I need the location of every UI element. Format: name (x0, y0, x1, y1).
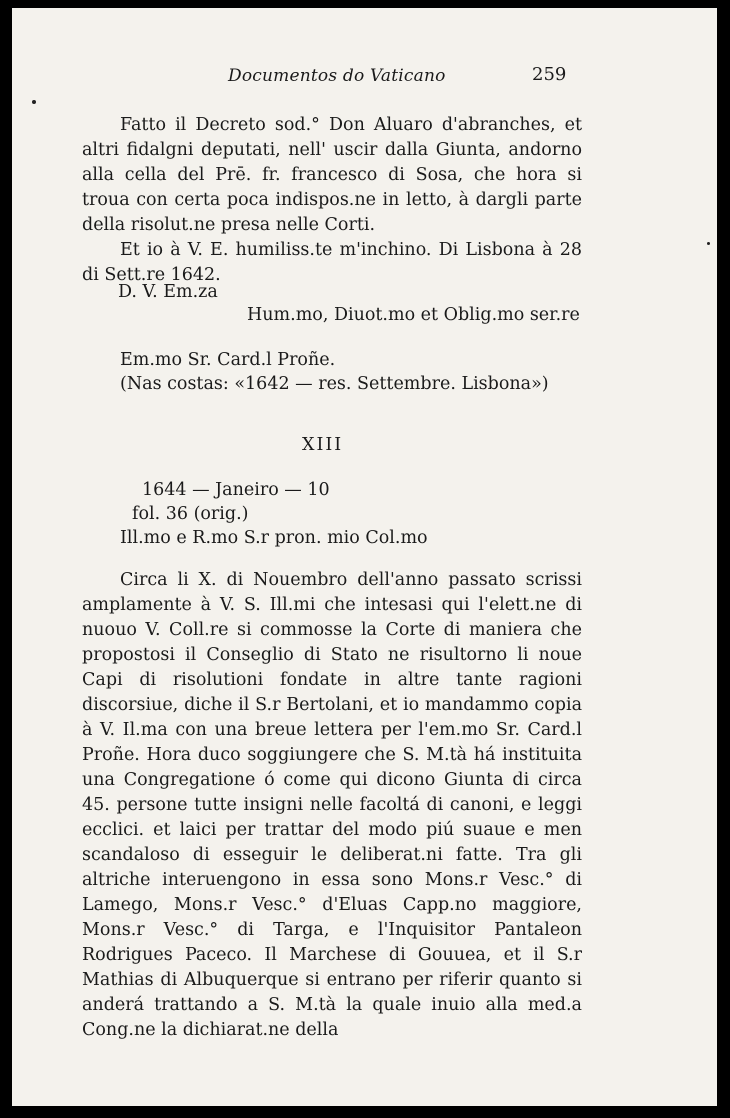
document-date: 1644 — Janeiro — 10 (142, 480, 330, 500)
letter-1-body (82, 113, 582, 288)
closing-signature: Hum.mo, Diuot.mo et Oblig.mo ser.re (247, 305, 580, 325)
section-number: XIII (302, 435, 344, 455)
letter-1-paragraph-2: Et io à V. E. humiliss.te m'inchino. Di Lisbona à 28 di Sett.re 1642. (82, 240, 582, 285)
letter-2-paragraph: Circa li X. di Nouembro dell'anno passato scrissi amplamente à V. S. Ill.mi che intesasi qui l'elett.ne di nuouo V. Coll.re si commosse la Corte di maniera che propostosi il Conseglio di Stato ne risultorno li noue Capi di risolutioni fondate in altre tante ragioni discorsiue, diche il S.r Bertolani, et io mandammo copia à V. Il.ma con una breue lettera per l'em.mo Sr. Card.l Proñe. Hora duco soggiungere che S. M.tà há instituita una Congregatione ó come qui dicono Giunta di circa 45. persone tutte insigni nelle facoltá di canoni, e leggi ecclici. et laici per trattar del modo piú suaue e men scandaloso di esseguir le deliberat.ni fatte. Tra gli altriche interuengono in essa sono Mons.r Vesc.° di Lamego, Mons.r Vesc.° d'Eluas Capp.no maggiore, Mons.r Vesc.° di Targa, e l'Inquisitor Pantaleon Rodrigues Paceco. Il Marchese di Gouuea, et il S.r Mathias di Albuquerque si entrano per riferir quanto si anderá trattando a S. M.tà la quale inuio alla med.a Cong.ne la dichiarat.ne della (82, 570, 582, 1040)
address-line: Ill.mo e R.mo S.r pron. mio Col.mo (120, 528, 428, 548)
archival-note: (Nas costas: «1642 — res. Settembre. Lisbona») (120, 374, 549, 394)
folio-reference: fol. 36 (orig.) (132, 504, 249, 524)
margin-dot (32, 100, 36, 104)
letter-1-paragraph-1: Fatto il Decreto sod.° Don Aluaro d'abranches, et altri fidalgni deputati, nell' uscir dalla Giunta, andorno alla cella del Prē. fr. francesco di Sosa, che hora si troua con certa poca indispos.ne in letto, à dargli parte della risolut.ne presa nelle Corti. (82, 115, 582, 235)
letter-2-body (82, 568, 582, 1043)
running-title: Documentos do Vaticano (228, 66, 446, 86)
running-header (12, 66, 717, 96)
salutation: D. V. Em.za (118, 282, 218, 302)
margin-dot (707, 242, 710, 245)
document-page (12, 8, 717, 1106)
recipient-line: Em.mo Sr. Card.l Proñe. (120, 350, 336, 370)
page-number: 259 (532, 64, 567, 85)
